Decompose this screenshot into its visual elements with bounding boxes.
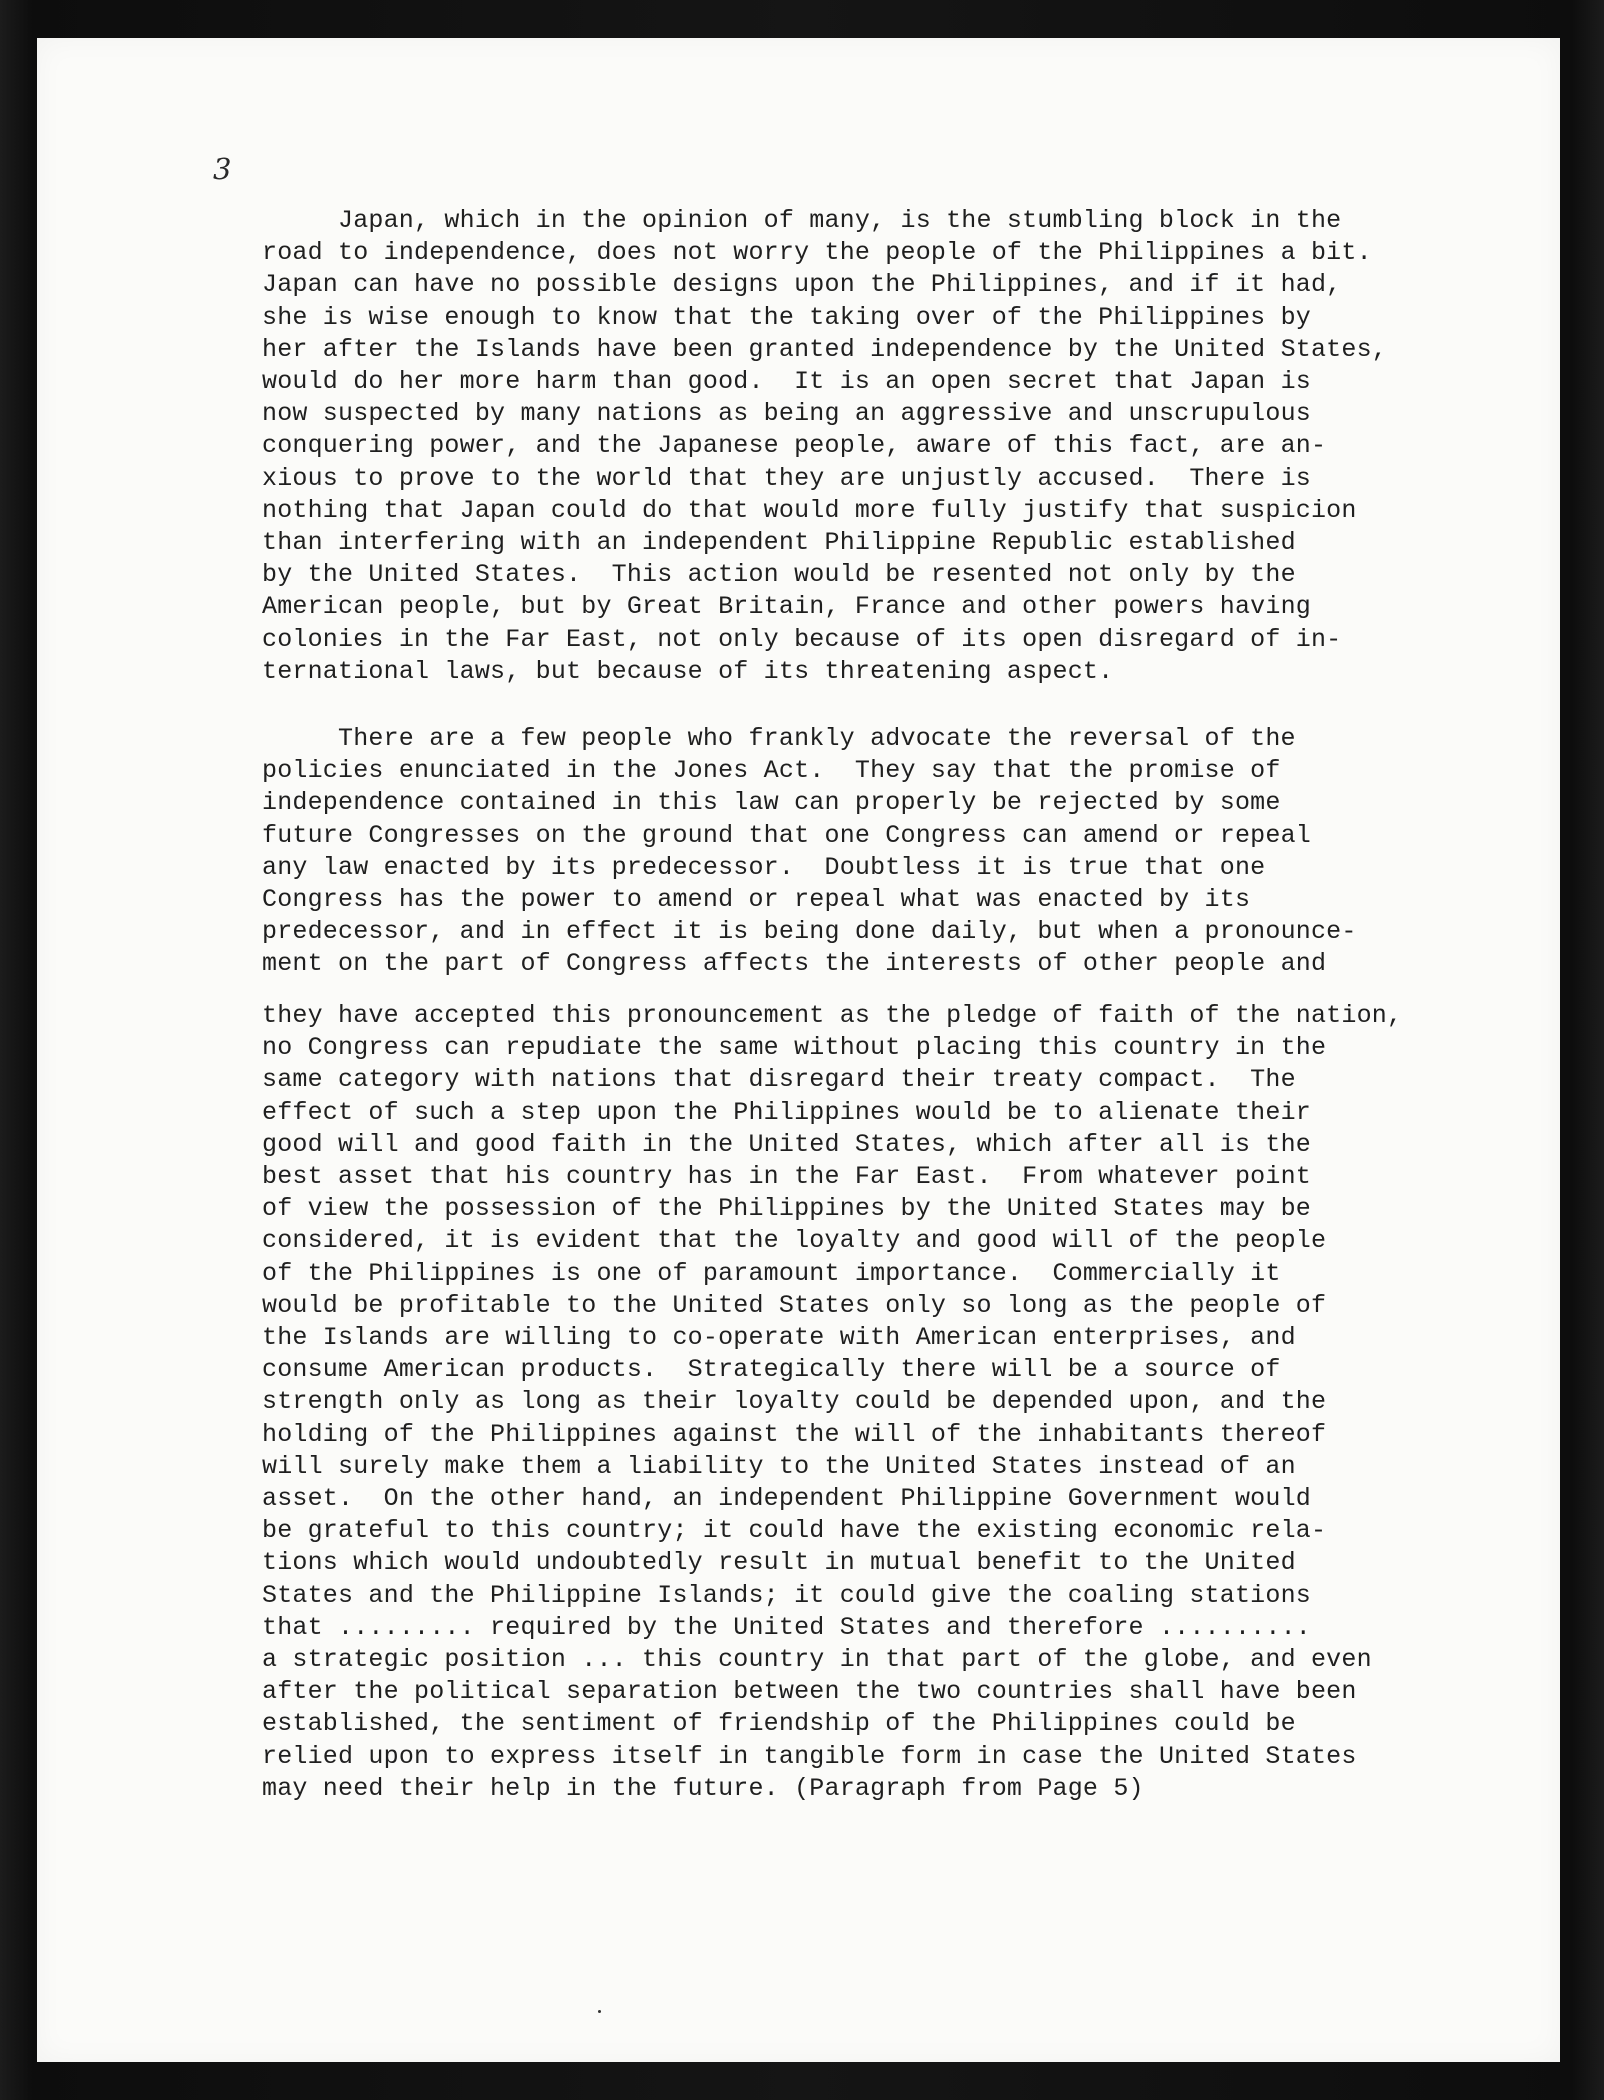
text-line: than interfering with an independent Philippine Republic established bbox=[262, 528, 1296, 558]
dust-speck bbox=[598, 2010, 601, 2013]
text-line: of the Philippines is one of paramount importance. Commercially it bbox=[262, 1258, 1281, 1288]
text-line: her after the Islands have been granted independence by the United States, bbox=[262, 334, 1387, 364]
paragraph-jones-act bbox=[262, 723, 1502, 981]
text-line: that ......... required by the United States and therefore .......... bbox=[262, 1612, 1311, 1642]
text-line: same category with nations that disregard their treaty compact. The bbox=[262, 1065, 1296, 1095]
text-line: Congress has the power to amend or repeal what was enacted by its bbox=[262, 885, 1251, 915]
text-line: good will and good faith in the United States, which after all is the bbox=[262, 1129, 1311, 1159]
text-line: relied upon to express itself in tangible form in case the United States bbox=[262, 1741, 1357, 1771]
text-line: they have accepted this pronouncement as the pledge of faith of the nation, bbox=[262, 1001, 1403, 1030]
text-line: after the political separation between the two countries shall have been bbox=[262, 1677, 1357, 1707]
text-line: of view the possession of the Philippines by the United States may be bbox=[262, 1194, 1311, 1224]
text-line: considered, it is evident that the loyalty and good will of the people bbox=[262, 1226, 1327, 1256]
text-line: There are a few people who frankly advocate the reversal of the bbox=[338, 724, 1296, 753]
text-line: policies enunciated in the Jones Act. They say that the promise of bbox=[262, 756, 1281, 786]
page-number: 3 bbox=[213, 152, 232, 186]
text-line: Japan, which in the opinion of many, is the stumbling block in the bbox=[338, 206, 1342, 235]
text-line: colonies in the Far East, not only because of its open disregard of in- bbox=[262, 624, 1342, 654]
text-line: would do her more harm than good. It is an open secret that Japan is bbox=[262, 367, 1311, 397]
text-line: tions which would undoubtedly result in mutual benefit to the United bbox=[262, 1548, 1296, 1578]
text-line: ternational laws, but because of its threatening aspect. bbox=[262, 656, 1114, 686]
text-line: Japan can have no possible designs upon the Philippines, and if it had, bbox=[262, 270, 1342, 300]
text-line: road to independence, does not worry the people of the Philippines a bit. bbox=[262, 238, 1372, 268]
text-line: asset. On the other hand, an independent Philippine Government would bbox=[262, 1484, 1311, 1514]
text-line: be grateful to this country; it could have the existing economic rela- bbox=[262, 1516, 1327, 1546]
paragraph-pasted-from-page-5 bbox=[262, 1000, 1502, 1805]
text-line: now suspected by many nations as being an aggressive and unscrupulous bbox=[262, 399, 1311, 429]
text-line: effect of such a step upon the Philippines would be to alienate their bbox=[262, 1097, 1311, 1127]
text-line: conquering power, and the Japanese people, aware of this fact, are an- bbox=[262, 431, 1327, 461]
text-line: consume American products. Strategically there will be a source of bbox=[262, 1355, 1281, 1385]
text-line: American people, but by Great Britain, France and other powers having bbox=[262, 592, 1311, 622]
text-line: will surely make them a liability to the United States instead of an bbox=[262, 1451, 1296, 1481]
text-line: no Congress can repudiate the same without placing this country in the bbox=[262, 1033, 1327, 1063]
text-line: xious to prove to the world that they are unjustly accused. There is bbox=[262, 463, 1311, 493]
text-line: established, the sentiment of friendship of the Philippines could be bbox=[262, 1709, 1296, 1739]
text-line: would be profitable to the United States only so long as the people of bbox=[262, 1290, 1327, 1320]
text-line: any law enacted by its predecessor. Doubtless it is true that one bbox=[262, 852, 1266, 882]
text-line: ment on the part of Congress affects the interests of other people and bbox=[262, 949, 1327, 979]
text-line: best asset that his country has in the Far East. From whatever point bbox=[262, 1162, 1311, 1192]
text-line: a strategic position ... this country in that part of the globe, and even bbox=[262, 1645, 1372, 1675]
text-line: predecessor, and in effect it is being done daily, but when a pronounce- bbox=[262, 917, 1357, 947]
text-line: States and the Philippine Islands; it could give the coaling stations bbox=[262, 1580, 1311, 1610]
text-line: strength only as long as their loyalty could be depended upon, and the bbox=[262, 1387, 1327, 1417]
paragraph-japan bbox=[262, 205, 1502, 688]
text-line: by the United States. This action would be resented not only by the bbox=[262, 560, 1296, 590]
text-line: the Islands are willing to co-operate with American enterprises, and bbox=[262, 1323, 1296, 1353]
text-line: independence contained in this law can properly be rejected by some bbox=[262, 788, 1281, 818]
text-line: she is wise enough to know that the taking over of the Philippines by bbox=[262, 302, 1311, 332]
text-line: holding of the Philippines against the will of the inhabitants thereof bbox=[262, 1419, 1327, 1449]
text-line: future Congresses on the ground that one Congress can amend or repeal bbox=[262, 820, 1311, 850]
text-line: nothing that Japan could do that would more fully justify that suspicion bbox=[262, 495, 1357, 525]
text-line: may need their help in the future. (Paragraph from Page 5) bbox=[262, 1773, 1144, 1803]
